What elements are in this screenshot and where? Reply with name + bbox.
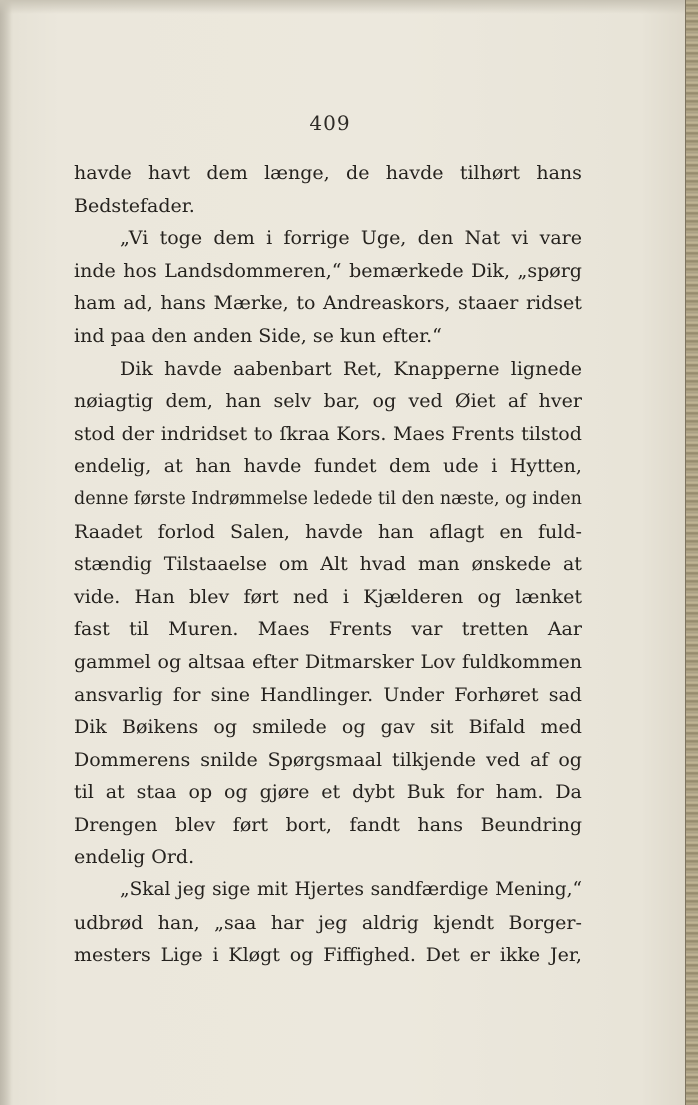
word: ved [485,748,521,771]
word: vide. [74,585,121,608]
word: der [121,422,155,445]
word: de [346,162,370,184]
word: smilede [252,716,327,739]
text-line [74,222,582,255]
word: Ditmarsker [304,650,414,673]
word: forrige [283,227,350,250]
word: „saa [214,911,257,934]
text-line [74,157,582,190]
text-line [74,516,582,549]
word: Spørgsmaal [267,748,383,771]
word: sandfærdige [370,879,489,901]
word: længe, [264,162,330,184]
text-line [74,776,582,809]
word: man [417,553,460,576]
text-line: endelig Ord. [74,846,195,869]
text-line [74,679,582,712]
word: og [477,585,502,608]
text-line [74,809,582,842]
word: og [372,390,397,413]
word: blev [188,585,230,608]
word: endelig, [74,455,152,478]
word: Nat [464,227,501,250]
word: han [378,520,414,543]
word: med [540,716,582,739]
word: gammel [74,650,151,673]
top-shadow [0,0,688,14]
word: ridset [525,292,582,315]
word: ledede [313,488,373,509]
word: første [133,488,186,509]
word: Ret, [343,357,383,380]
word: i [491,455,498,478]
page-edge [686,0,698,1105]
word: to [253,422,273,445]
word: Frents [328,618,393,641]
word: var [411,618,443,641]
text-line [74,874,582,907]
word: selv [273,390,312,413]
word: han [225,390,262,413]
word: til [129,618,149,641]
word: Under [383,683,445,706]
word: af [507,390,527,413]
text-line [74,939,582,972]
word: dybt [352,781,395,804]
word: Han [134,585,175,608]
body-text [74,157,582,972]
word: sige [212,879,251,901]
word: ned [292,585,329,608]
word: ikke [499,944,541,967]
word: Beundring [480,813,582,836]
word: i [266,227,273,250]
word: lænket [515,585,582,608]
text-line [74,450,582,483]
word: Uge, [360,227,407,250]
word: dem [389,455,431,478]
word: og [224,781,248,804]
text-line [74,353,582,386]
word: kjendt [433,911,494,934]
word: bemærkede [349,259,464,282]
word: Kløgt [228,944,280,967]
word: havt [148,162,190,184]
word: aabenbart [233,357,332,380]
text-line [74,613,582,646]
word: Tilstaaelse [163,553,267,576]
word: har [270,911,304,934]
word: gjøre [259,781,310,804]
word: næste, [439,488,500,509]
word: efter [251,650,299,673]
word: mit [256,879,288,901]
text-line [74,646,582,679]
word: Andreaskors, [323,292,451,315]
text-line [74,548,582,581]
word: blev [175,813,216,836]
word: indridset [160,422,248,445]
word: tretten [461,618,529,641]
word: af [530,748,549,771]
word: Lov [420,650,456,673]
word: Maes [257,618,310,641]
word: Forhøret [454,683,539,706]
word: han, [157,911,200,934]
text-line [74,255,582,288]
word: Hytten, [509,455,582,478]
word: den [417,227,454,250]
word: jeg [177,879,206,901]
word: havde [243,455,302,478]
word: Dik [120,357,153,380]
word: stod [74,422,115,445]
word: Muren. [168,618,239,641]
word: Drengen [74,813,158,836]
word: op [188,781,213,804]
word: dem [206,162,248,184]
word: altsaa [187,650,246,673]
word: Kjælderen [363,585,464,608]
word: Bøikens [121,716,199,739]
word: tilstod [521,422,582,445]
text-line: Bedstefader. [74,194,195,217]
word: bort, [285,813,332,836]
word: havde [305,520,363,543]
word: Maes [392,422,445,445]
word: Bifald [468,716,526,739]
word: tilhørt [459,162,521,184]
word: fuld- [538,520,582,543]
page-number: 409 [309,111,351,135]
word: og [157,650,182,673]
text-line [74,581,582,614]
word: fuldkommen [461,650,582,673]
word: til [377,488,397,509]
word: denne [74,488,129,509]
text-line [74,907,582,940]
word: i [212,944,219,967]
word: Frents [451,422,515,445]
text-line [74,385,582,418]
word: Handlinger. [260,683,374,706]
text-line [74,287,582,320]
word: hos [123,259,157,282]
word: ført [243,585,279,608]
word: fast [74,618,110,641]
word: Det [425,944,460,967]
word: ad, [123,292,153,315]
word: hvad [359,553,407,576]
word: Lige [160,944,203,967]
word: „spørg [517,259,582,282]
word: havde [164,357,222,380]
word: er [469,944,490,967]
word: at [163,455,183,478]
word: aflagt [429,520,485,543]
word: jeg [318,911,348,934]
word: staa [136,781,177,804]
word: vare [539,227,582,250]
word: at [105,781,125,804]
word: Aar [547,618,582,641]
word: vi [511,227,529,250]
word: ført [232,813,268,836]
word: Borger- [508,911,582,934]
word: Mening,“ [495,879,582,901]
word: fandt [349,813,400,836]
word: fundet [313,455,377,478]
word: gav [380,716,415,739]
word: hans [536,162,582,184]
word: sine [210,683,250,706]
word: ansvarlig [74,683,163,706]
word: ønskede [471,553,552,576]
word: „Vi [120,227,149,250]
word: Mærke, [213,292,289,315]
word: inden [532,488,582,509]
word: Buk [406,781,445,804]
text-line [74,483,582,516]
word: Fiffighed. [323,944,416,967]
word: at [562,553,582,576]
word: og [341,716,366,739]
word: Raadet [74,520,143,543]
gutter-shadow [0,0,12,1105]
word: Salen, [230,520,290,543]
word: sit [430,716,454,739]
word: for [172,683,201,706]
word: i [342,585,349,608]
word: for [456,781,484,804]
text-line [74,711,582,744]
word: den [401,488,435,509]
word: Knapperne [393,357,500,380]
text-line [74,418,582,451]
word: han [195,455,232,478]
word: havde [74,162,132,184]
word: „Skal [120,879,171,901]
word: staaer [457,292,519,315]
word: og [289,944,314,967]
word: inde [74,259,116,282]
word: ude [443,455,479,478]
word: og [213,716,237,739]
word: ham [74,292,116,315]
word: Jer, [550,944,582,967]
word: to [296,292,316,315]
word: udbrød [74,911,144,934]
word: lignede [510,357,582,380]
word: Alt [320,553,348,576]
word: forlod [157,520,215,543]
word: og [504,488,527,509]
text-line [74,744,582,777]
word: havde [385,162,444,184]
word: Landsdommeren,“ [164,259,342,282]
word: Hjertes [294,879,364,901]
word: dem [213,227,255,250]
word: et [321,781,341,804]
word: Dik, [471,259,510,282]
word: tilkjende [391,748,477,771]
word: til [74,781,94,804]
word: Indrømmelse [191,488,308,509]
word: Dik [74,716,107,739]
word: Dommerens [74,748,191,771]
word: snilde [200,748,258,771]
word: stændig [74,553,152,576]
text-line: ind paa den anden Side, se kun efter.“ [74,324,442,347]
word: hver [538,390,582,413]
word: hans [160,292,206,315]
word: Øiet [455,390,496,413]
word: toge [159,227,203,250]
word: ved [408,390,443,413]
word: nøiagtig [74,390,154,413]
word: ſkraa [279,422,330,445]
word: Da [555,781,582,804]
word: om [278,553,309,576]
word: og [558,748,582,771]
word: Kors. [336,422,387,445]
word: hans [417,813,464,836]
word: dem, [165,390,213,413]
word: en [499,520,523,543]
word: bar, [323,390,361,413]
word: ham. [495,781,544,804]
word: mesters [74,944,151,967]
word: sad [548,683,582,706]
word: aldrig [361,911,419,934]
